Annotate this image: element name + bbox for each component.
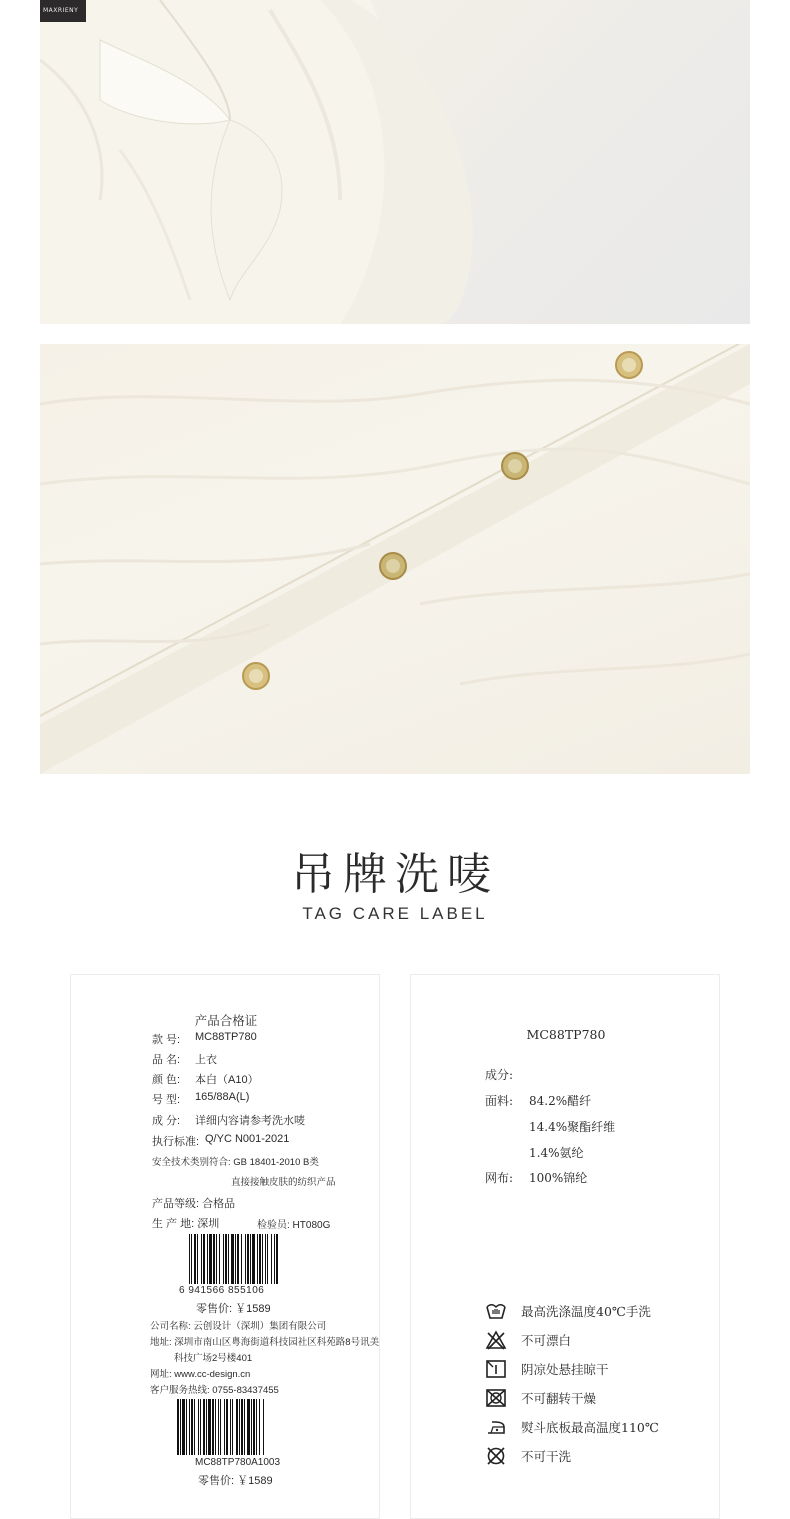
composition-label: 成分: xyxy=(485,1068,514,1082)
info-label: 品 名: xyxy=(152,1054,181,1066)
blouse-placket-illustration xyxy=(40,344,750,774)
care-text: 阴凉处悬挂晾干 xyxy=(521,1362,609,1377)
fabric-line: 84.2%醋纤 xyxy=(529,1094,592,1108)
care-text: 不可干洗 xyxy=(521,1449,572,1464)
product-photo-buttons xyxy=(40,344,750,774)
certificate-heading: 产品合格证 xyxy=(194,1014,258,1028)
brand-label: MAXRIENY xyxy=(40,0,86,22)
care-label-card xyxy=(410,974,720,1519)
style-code: MC88TP780 xyxy=(526,1027,606,1042)
product-photo-collar xyxy=(40,0,750,324)
ean-number: 6 941566 855106 xyxy=(179,1285,265,1296)
no-bleach-icon xyxy=(485,1330,507,1350)
care-instruction xyxy=(485,1417,659,1437)
line-dry-shade-icon xyxy=(485,1359,507,1379)
info-label: 号 型: xyxy=(152,1094,181,1106)
hand-wash-icon xyxy=(485,1301,507,1321)
section-subtitle: TAG CARE LABEL xyxy=(302,904,488,923)
sku-number: MC88TP780A1003 xyxy=(195,1457,281,1468)
care-text: 最高洗涤温度40℃手洗 xyxy=(521,1304,651,1319)
mesh-label: 网布: xyxy=(485,1171,514,1185)
company-address-cont: 科技广场2号楼401 xyxy=(174,1353,253,1364)
safety-category: 直接接触皮肤的纺织产品 xyxy=(231,1177,336,1188)
retail-price: 零售价: ￥1589 xyxy=(196,1303,271,1315)
info-value: MC88TP780 xyxy=(195,1031,257,1043)
fabric-line: 1.4%氨纶 xyxy=(529,1146,584,1160)
sku-barcode xyxy=(177,1399,294,1455)
info-label: 成 分: xyxy=(152,1115,181,1127)
iron-110-icon xyxy=(485,1417,507,1437)
website: 网址: www.cc-design.cn xyxy=(150,1369,251,1380)
fabric-line: 14.4%聚酯纤维 xyxy=(529,1120,616,1134)
info-value: 详细内容请参考洗水唛 xyxy=(195,1115,305,1127)
button-2 xyxy=(502,453,528,479)
info-label: 款 号: xyxy=(152,1034,181,1046)
info-value: 165/88A(L) xyxy=(195,1091,250,1103)
retail-price-2: 零售价: ￥1589 xyxy=(198,1475,273,1487)
button-3 xyxy=(380,553,406,579)
mesh-value: 100%锦纶 xyxy=(529,1171,588,1185)
care-text: 熨斗底板最高温度110℃ xyxy=(521,1420,659,1435)
care-instruction xyxy=(485,1388,596,1408)
hang-tag-card xyxy=(70,974,380,1519)
info-value: Q/YC N001-2021 xyxy=(205,1133,290,1145)
no-tumble-dry-icon xyxy=(485,1388,507,1408)
care-instruction xyxy=(485,1330,571,1350)
button-1 xyxy=(616,352,642,378)
service-hotline: 客户服务热线: 0755-83437455 xyxy=(150,1385,279,1396)
company-address: 地址: 深圳市南山区粤海街道科技园社区科苑路8号讯美 xyxy=(150,1337,380,1348)
info-value: 本白（A10） xyxy=(195,1074,259,1086)
info-label: 执行标准: xyxy=(152,1136,200,1148)
barcode-stripe xyxy=(264,1399,265,1455)
origin: 生 产 地: 深圳 xyxy=(152,1218,220,1230)
info-value: 上衣 xyxy=(195,1054,217,1066)
product-grade: 产品等级: 合格品 xyxy=(152,1198,236,1210)
safety-standard: 安全技术类别符合: GB 18401-2010 B类 xyxy=(152,1157,319,1168)
care-text: 不可漂白 xyxy=(521,1333,572,1348)
care-instruction xyxy=(485,1446,571,1466)
company-name: 公司名称: 云创设计（深圳）集团有限公司 xyxy=(150,1321,327,1332)
no-dry-clean-icon xyxy=(485,1446,507,1466)
blouse-collar-illustration xyxy=(40,0,750,324)
care-instruction xyxy=(485,1359,609,1379)
care-instruction xyxy=(485,1301,651,1321)
section-title: 吊牌洗唛 xyxy=(291,849,499,900)
barcode-stripe xyxy=(278,1234,279,1284)
care-text: 不可翻转干燥 xyxy=(521,1391,597,1406)
info-label: 颜 色: xyxy=(152,1074,181,1086)
button-4 xyxy=(243,663,269,689)
fabric-label: 面料: xyxy=(485,1094,514,1108)
inspector: 检验员: HT080G xyxy=(257,1220,331,1231)
ean-barcode xyxy=(189,1234,305,1284)
